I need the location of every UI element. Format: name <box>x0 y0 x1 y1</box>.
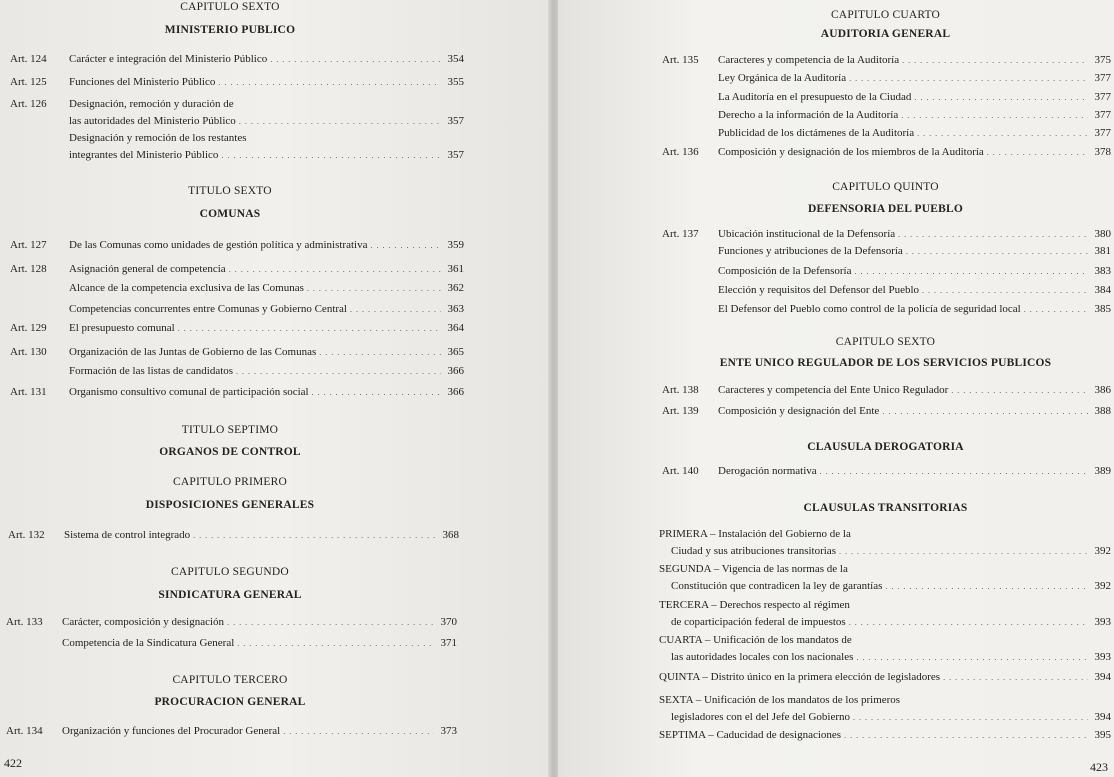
toc-line: Designación, remoción y duración de <box>69 98 234 110</box>
article-number: Art. 138 <box>662 384 699 396</box>
toc-line: De las Comunas como unidades de gestión política y administrativa . . . 359 <box>69 237 464 254</box>
article-number: Art. 136 <box>662 146 699 158</box>
toc-line: PRIMERA – Instalación del Gobierno de la <box>659 528 851 540</box>
toc-line: Caracteres y competencia del Ente Unico Regulador . . . 386 <box>718 382 1111 399</box>
toc-line: Publicidad de los dictámenes de la Auditoría . . . 377 <box>718 125 1111 142</box>
toc-line: Composición y designación del Ente . . . 388 <box>718 403 1111 420</box>
section-label: CAPITULO QUINTO <box>832 181 939 193</box>
section-title: CLAUSULA DEROGATORIA <box>807 441 964 453</box>
toc-line: Carácter e integración del Ministerio Público . . . 354 <box>69 51 464 68</box>
section-label: CAPITULO PRIMERO <box>172 476 288 488</box>
toc-line: las autoridades locales con los nacionales . . . 393 <box>659 649 1111 666</box>
toc-line: Competencias concurrentes entre Comunas y Gobierno Central . . . 363 <box>69 301 464 318</box>
article-number: Art. 135 <box>662 54 699 66</box>
toc-line: Ley Orgánica de la Auditoría . . . 377 <box>718 70 1111 87</box>
toc-line: SEPTIMA – Caducidad de designaciones . . . 395 <box>659 727 1111 744</box>
toc-line: SEGUNDA – Vigencia de las normas de la <box>659 563 848 575</box>
toc-line: Organización y funciones del Procurador General . . . 373 <box>62 723 457 740</box>
toc-line: La Auditoría en el presupuesto de la Ciudad . . . 377 <box>718 89 1111 106</box>
section-label: CAPITULO SEXTO <box>835 336 936 348</box>
toc-line: Formación de las listas de candidatos . . . 366 <box>69 363 464 380</box>
toc-line: QUINTA – Distrito único en la primera elección de legisladores . . . 394 <box>659 669 1111 686</box>
article-number: Art. 124 <box>10 53 47 65</box>
toc-line: las autoridades del Ministerio Público . . . 357 <box>69 113 464 130</box>
article-number: Art. 139 <box>662 405 699 417</box>
article-number: Art. 134 <box>6 725 43 737</box>
toc-line: Derecho a la información de la Auditoría . . . 377 <box>718 107 1111 124</box>
toc-line: Alcance de la competencia exclusiva de las Comunas . . . 362 <box>69 280 464 297</box>
article-number: Art. 127 <box>10 239 47 251</box>
article-number: Art. 133 <box>6 616 43 628</box>
page-number: 423 <box>1090 760 1108 774</box>
toc-line: El presupuesto comunal . . . 364 <box>69 320 464 337</box>
toc-line: Caracteres y competencia de la Auditoría . . . 375 <box>718 52 1111 69</box>
toc-line: Carácter, composición y designación . . . 370 <box>62 614 457 631</box>
toc-line: Competencia de la Sindicatura General . . . 371 <box>62 635 457 652</box>
toc-line: SEXTA – Unificación de los mandatos de los primeros <box>659 694 901 706</box>
section-label: TITULO SEPTIMO <box>181 424 279 436</box>
section-label: CAPITULO SEGUNDO <box>171 566 289 578</box>
article-number: Art. 140 <box>662 465 699 477</box>
toc-line: Asignación general de competencia . . . 361 <box>69 261 464 278</box>
toc-line: El Defensor del Pueblo como control de la policía de seguridad local . . . 385 <box>718 301 1111 318</box>
article-number: Art. 132 <box>8 529 45 541</box>
article-number: Art. 137 <box>662 228 699 240</box>
section-label: CAPITULO SEXTO <box>180 1 280 13</box>
article-number: Art. 131 <box>10 386 47 398</box>
section-label: TITULO SEXTO <box>188 185 272 197</box>
section-title: SINDICATURA GENERAL <box>158 589 302 601</box>
article-number: Art. 130 <box>10 346 47 358</box>
toc-line: integrantes del Ministerio Público . . . 357 <box>69 147 464 164</box>
article-number: Art. 126 <box>10 98 47 110</box>
article-number: Art. 129 <box>10 322 47 334</box>
toc-line: Ciudad y sus atribuciones transitorias . . . 392 <box>659 543 1111 560</box>
toc-line: Sistema de control integrado . . . 368 <box>64 527 459 544</box>
article-number: Art. 125 <box>10 76 47 88</box>
toc-line: Ubicación institucional de la Defensoría . . . 380 <box>718 226 1111 243</box>
toc-line: Composición y designación de los miembros de la Auditoría . . . 378 <box>718 144 1111 161</box>
toc-line: Composición de la Defensoría . . . 383 <box>718 263 1111 280</box>
toc-line: legisladores con el del Jefe del Gobierno . . . 394 <box>659 709 1111 726</box>
toc-line: Funciones y atribuciones de la Defensoría . . . 381 <box>718 243 1111 260</box>
page-number: 422 <box>4 756 22 770</box>
section-title: AUDITORIA GENERAL <box>820 28 951 40</box>
toc-line: Constitución que contradicen la ley de garantías . . . 392 <box>659 578 1111 595</box>
toc-line: Derogación normativa . . . 389 <box>718 463 1111 480</box>
section-title: DISPOSICIONES GENERALES <box>145 499 315 511</box>
right-page <box>558 0 1114 777</box>
toc-line: TERCERA – Derechos respecto al régimen <box>659 599 850 611</box>
section-title: DEFENSORIA DEL PUEBLO <box>807 203 963 215</box>
section-title: MINISTERIO PUBLICO <box>164 24 296 36</box>
section-title: ORGANOS DE CONTROL <box>159 446 301 458</box>
section-title: ENTE UNICO REGULADOR DE LOS SERVICIOS PUBLICOS <box>719 357 1052 369</box>
toc-line: Organismo consultivo comunal de participación social . . . 366 <box>69 384 464 401</box>
toc-line: CUARTA – Unificación de los mandatos de <box>659 634 852 646</box>
article-number: Art. 128 <box>10 263 47 275</box>
toc-line: Elección y requisitos del Defensor del Pueblo . . . 384 <box>718 282 1111 299</box>
toc-line: Funciones del Ministerio Público . . . 355 <box>69 74 464 91</box>
left-page <box>0 0 550 777</box>
section-title: PROCURACION GENERAL <box>154 696 306 708</box>
toc-line: Organización de las Juntas de Gobierno de las Comunas . . . 365 <box>69 344 464 361</box>
section-title: CLAUSULAS TRANSITORIAS <box>803 502 968 514</box>
toc-line: Designación y remoción de los restantes <box>69 132 247 144</box>
toc-line: de coparticipación federal de impuestos . . . 393 <box>659 614 1111 631</box>
section-label: CAPITULO CUARTO <box>830 9 941 21</box>
section-title: COMUNAS <box>199 208 261 220</box>
section-label: CAPITULO TERCERO <box>172 674 288 686</box>
